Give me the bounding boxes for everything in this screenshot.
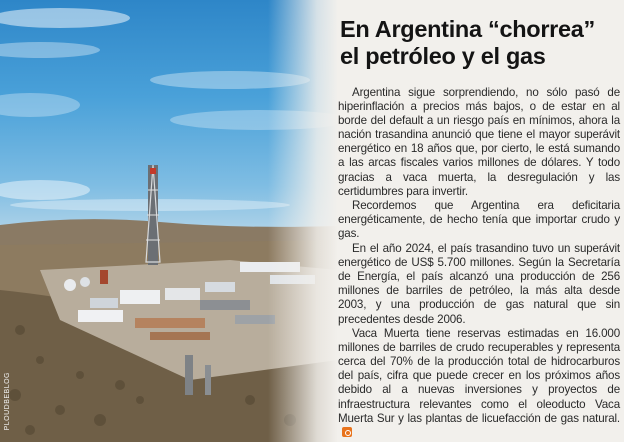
headline	[340, 16, 620, 70]
paragraph-4	[338, 327, 620, 440]
newspaper-end-mark-icon	[342, 427, 352, 437]
headline-line-2: el petróleo y el gas	[340, 43, 546, 69]
headline-line-1: En Argentina “chorrea”	[340, 16, 595, 42]
article-body	[338, 86, 620, 440]
photo-fade	[268, 0, 338, 442]
paragraph-1: Argentina sigue sorprendiendo, no sólo pasó de hiperinflación a precios más bajos, o de estar en al borde del default a un riesgo país en mínimos, ahora la nación trasandina anunció que tiene el mayor superávit energético en 18 años que, por cierto, le está sumando a las arcas fiscales varios millones de dólares. Y todo gracias a vaca muerta, la desregulación y las certidumbres para invertir.	[338, 86, 620, 198]
paragraph-3: En el año 2024, el país trasandino tuvo un superávit energético de US$ 5.700 millones. Según la Secretaría de Energía, el país alcanzó una producción de 256 millones de barriles de petróleo, la más alta desde 2003, y una producción de gas natural que sin precedentes desde 2006.	[338, 242, 620, 326]
paragraph-4-text: Vaca Muerta tiene reservas estimadas en 16.000 millones de barriles de crudo recuperables y representa cerca del 70% de la producción total de hidrocarburos del país, cifra que puede crecer en los próximos años debido al a nuevas inversiones y proyectos de infraestructura relevantes como el oleoducto Vaca Muerta Sur y las plantas de licuefacción de gas natural.	[338, 327, 620, 425]
paragraph-2: Recordemos que Argentina era deficitaria energéticamente, de hecho tenía que importar crudo y gas.	[338, 199, 620, 241]
photo-credit: PLOUDBEBLOG	[4, 371, 11, 430]
